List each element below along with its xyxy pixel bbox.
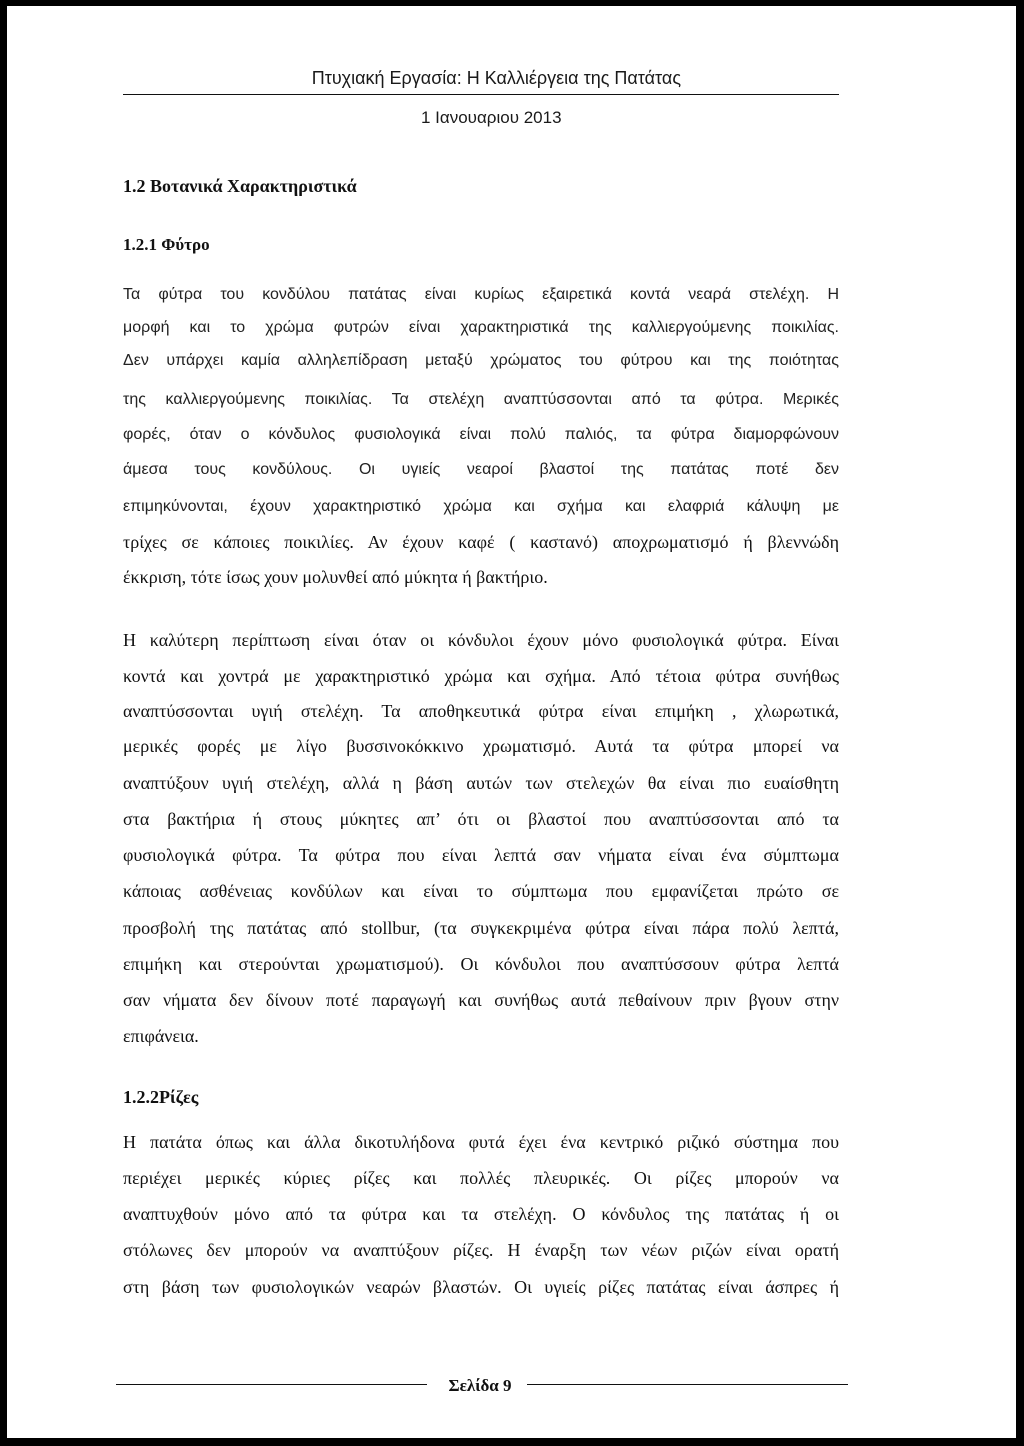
text-line: Τα φύτρα του κονδύλου πατάτας είναι κυρίως εξαιρετικά κοντά νεαρά στελέχη. Η (123, 286, 839, 303)
text-line: επιφάνεια. (123, 1026, 199, 1046)
text-line: αναπτυχθούν μόνο από τα φύτρα και τα στελέχη. Ο κόνδυλος της πατάτας ή οι (123, 1204, 839, 1224)
text-line: Η πατάτα όπως και άλλα δικοτυλήδονα φυτά έχει ένα κεντρικό ριζικό σύστημα που (123, 1132, 839, 1152)
text-line: φορές, όταν ο κόνδυλος φυσιολογικά είναι πολύ παλιός, τα φύτρα διαμορφώνουν (123, 426, 839, 443)
text-line: κάποιας ασθένειας κονδύλων και είναι το σύμπτωμα που εμφανίζεται πρώτο σε (123, 881, 839, 901)
text-line: της καλλιεργούμενης ποικιλίας. Τα στελέχη αναπτύσσονται από τα φύτρα. Μερικές (123, 391, 839, 408)
text-line: Δεν υπάρχει καμία αλληλεπίδραση μεταξύ χρώματος του φύτρου και της ποιότητας (123, 352, 839, 369)
text-line: προσβολή της πατάτας από stollbur, (τα συγκεκριμένα φύτρα είναι πάρα πολύ λεπτά, (123, 918, 839, 938)
text-line: περιέχει μερικές κύριες ρίζες και πολλές πλευρικές. Οι ρίζες μπορούν να (123, 1168, 839, 1188)
text-line: μορφή και το χρώμα φυτρών είναι χαρακτηριστικά της καλλιεργούμενης ποικιλίας. (123, 319, 839, 336)
running-header-title: Πτυχιακή Εργασία: Η Καλλιέργεια της Πατάτας (311, 68, 681, 88)
section-heading: 1.2 Βοτανικά Χαρακτηριστικά (123, 176, 357, 196)
text-line: αναπτύξουν υγιή στελέχη, αλλά η βάση αυτών των στελεχών θα είναι πιο ευαίσθητη (123, 773, 839, 793)
text-line: αναπτύσσονται υγιή στελέχη. Τα αποθηκευτικά φύτρα είναι επιμήκη , χλωρωτικά, (123, 701, 839, 721)
subsection-heading: 1.2.2Ρίζες (123, 1087, 199, 1107)
text-line: επιμηκύνονται, έχουν χαρακτηριστικό χρώμα και σχήμα και ελαφριά κάλυψη με (123, 498, 839, 515)
text-line: τρίχες σε κάποιες ποικιλίες. Αν έχουν καφέ ( καστανό) αποχρωματισμό ή βλεννώδη (123, 532, 839, 552)
text-line: κοντά και χοντρά με χαρακτηριστικό χρώμα και σχήμα. Από τέτοια φύτρα συνήθως (123, 666, 839, 686)
text-line: στη βάση των φυσιολογικών νεαρών βλαστών. Οι υγιείς ρίζες πατάτας είναι άσπρες ή (123, 1277, 839, 1297)
text-line: επιμήκη και στερούνται χρωματισμού). Οι κόνδυλοι που αναπτύσσουν φύτρα λεπτά (123, 954, 839, 974)
text-line: στόλωνες δεν μπορούν να αναπτύξουν ρίζες. Η έναρξη των νέων ριζών είναι ορατή (123, 1240, 839, 1260)
text-line: σαν νήματα δεν δίνουν ποτέ παραγωγή και συνήθως αυτά πεθαίνουν πριν βγουν στην (123, 990, 839, 1010)
subsection-heading: 1.2.1 Φύτρο (123, 235, 210, 254)
text-line: άμεσα τους κονδύλους. Οι υγιείς νεαροί βλαστοί της πατάτας ποτέ δεν (123, 461, 839, 478)
running-header-date: 1 Ιανουαριου 2013 (421, 108, 562, 127)
text-line: Η καλύτερη περίπτωση είναι όταν οι κόνδυλοι έχουν μόνο φυσιολογικά φύτρα. Είναι (123, 630, 839, 650)
text-line: φυσιολογικά φύτρα. Τα φύτρα που είναι λεπτά σαν νήματα είναι ένα σύμπτωμα (123, 845, 839, 865)
header-rule (123, 94, 839, 95)
text-line: έκκριση, τότε ίσως χουν μολυνθεί από μύκητα ή βακτήριο. (123, 567, 548, 587)
footer-rule-right (527, 1384, 848, 1385)
text-line: μερικές φορές με λίγο βυσσινοκόκκινο χρωματισμό. Αυτά τα φύτρα μπορεί να (123, 736, 839, 756)
footer-rule-left (116, 1384, 427, 1385)
text-line: στα βακτήρια ή στους μύκητες απ’ ότι οι βλαστοί που αναπτύσσονται από τα (123, 809, 839, 829)
page-number: Σελίδα 9 (448, 1376, 512, 1395)
